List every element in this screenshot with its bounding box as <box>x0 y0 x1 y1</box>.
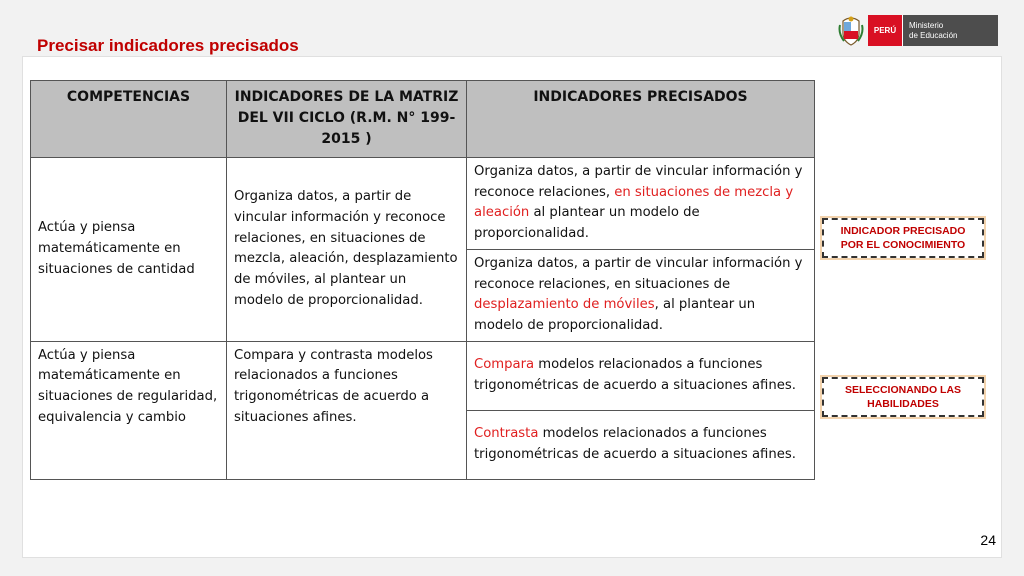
minedu-logo <box>838 14 1000 47</box>
precisado-text: Organiza datos, a partir de vincular información y reconoce relaciones, <box>474 164 803 200</box>
precisado-cell <box>467 158 815 250</box>
competencia-cell: Actúa y piensa matemáticamente en situaciones de regularidad, equivalencia y cambio <box>31 341 227 479</box>
indicators-table <box>30 80 815 480</box>
precisado-highlight: desplazamiento de móviles <box>474 297 655 313</box>
indicador-cell: Compara y contrasta modelos relacionados a funciones trigonométricas de acuerdo a situaciones afines. <box>227 341 467 479</box>
note-line: POR EL CONOCIMIENTO <box>840 239 966 251</box>
precisado-text: , al plantear un modelo de proporcionalidad. <box>474 297 756 333</box>
precisado-text: Organiza datos, a partir de vincular información y reconoce relaciones, en situaciones de <box>474 255 803 292</box>
indicador-cell: Organiza datos, a partir de vincular información y reconoce relaciones, en situaciones de mezcla, aleación, desplazamiento de móviles, al plantear un modelo de proporcionalidad. <box>227 158 467 342</box>
ministry-line1: Ministerio <box>909 20 944 30</box>
table-header-row <box>31 81 815 158</box>
precisado-highlight: Compara <box>474 356 535 372</box>
precisado-highlight: Contrasta <box>474 425 539 441</box>
ministry-label <box>902 15 998 46</box>
precisado-text: al plantear un modelo de proporcionalidad. <box>474 205 700 242</box>
page-number: 24 <box>980 532 996 548</box>
precisado-cell <box>467 341 815 410</box>
slide-title: Precisar indicadores precisados <box>37 36 299 55</box>
table-row <box>31 158 815 250</box>
header-indicadores-precisados: INDICADORES PRECISADOS <box>467 81 815 158</box>
ministry-line2: de Educación <box>909 30 958 40</box>
header-competencias: COMPETENCIAS <box>31 81 227 158</box>
peru-label: PERÚ <box>868 15 902 46</box>
note-seleccionando-habilidades <box>822 377 984 417</box>
precisado-text: modelos relacionados a funciones trigonométricas de acuerdo a situaciones afines. <box>474 356 796 393</box>
precisado-cell <box>467 249 815 341</box>
precisado-cell <box>467 410 815 479</box>
note-indicador-precisado <box>822 218 984 258</box>
header-indicadores-matriz: INDICADORES DE LA MATRIZ DEL VII CICLO (R.M. N° 199-2015 ) <box>227 81 467 158</box>
table-row <box>31 341 815 410</box>
note-line: HABILIDADES <box>867 398 939 410</box>
precisado-highlight: en situaciones de mezcla y aleación <box>474 184 794 221</box>
competencia-cell: Actúa y piensa matemáticamente en situaciones de cantidad <box>31 158 227 342</box>
coat-of-arms-icon <box>838 15 864 47</box>
precisado-text: modelos relacionados a funciones trigonométricas de acuerdo a situaciones afines. <box>474 425 796 462</box>
note-line: INDICADOR PRECISADO <box>840 225 966 237</box>
note-line: SELECCIONANDO LAS <box>844 384 962 396</box>
